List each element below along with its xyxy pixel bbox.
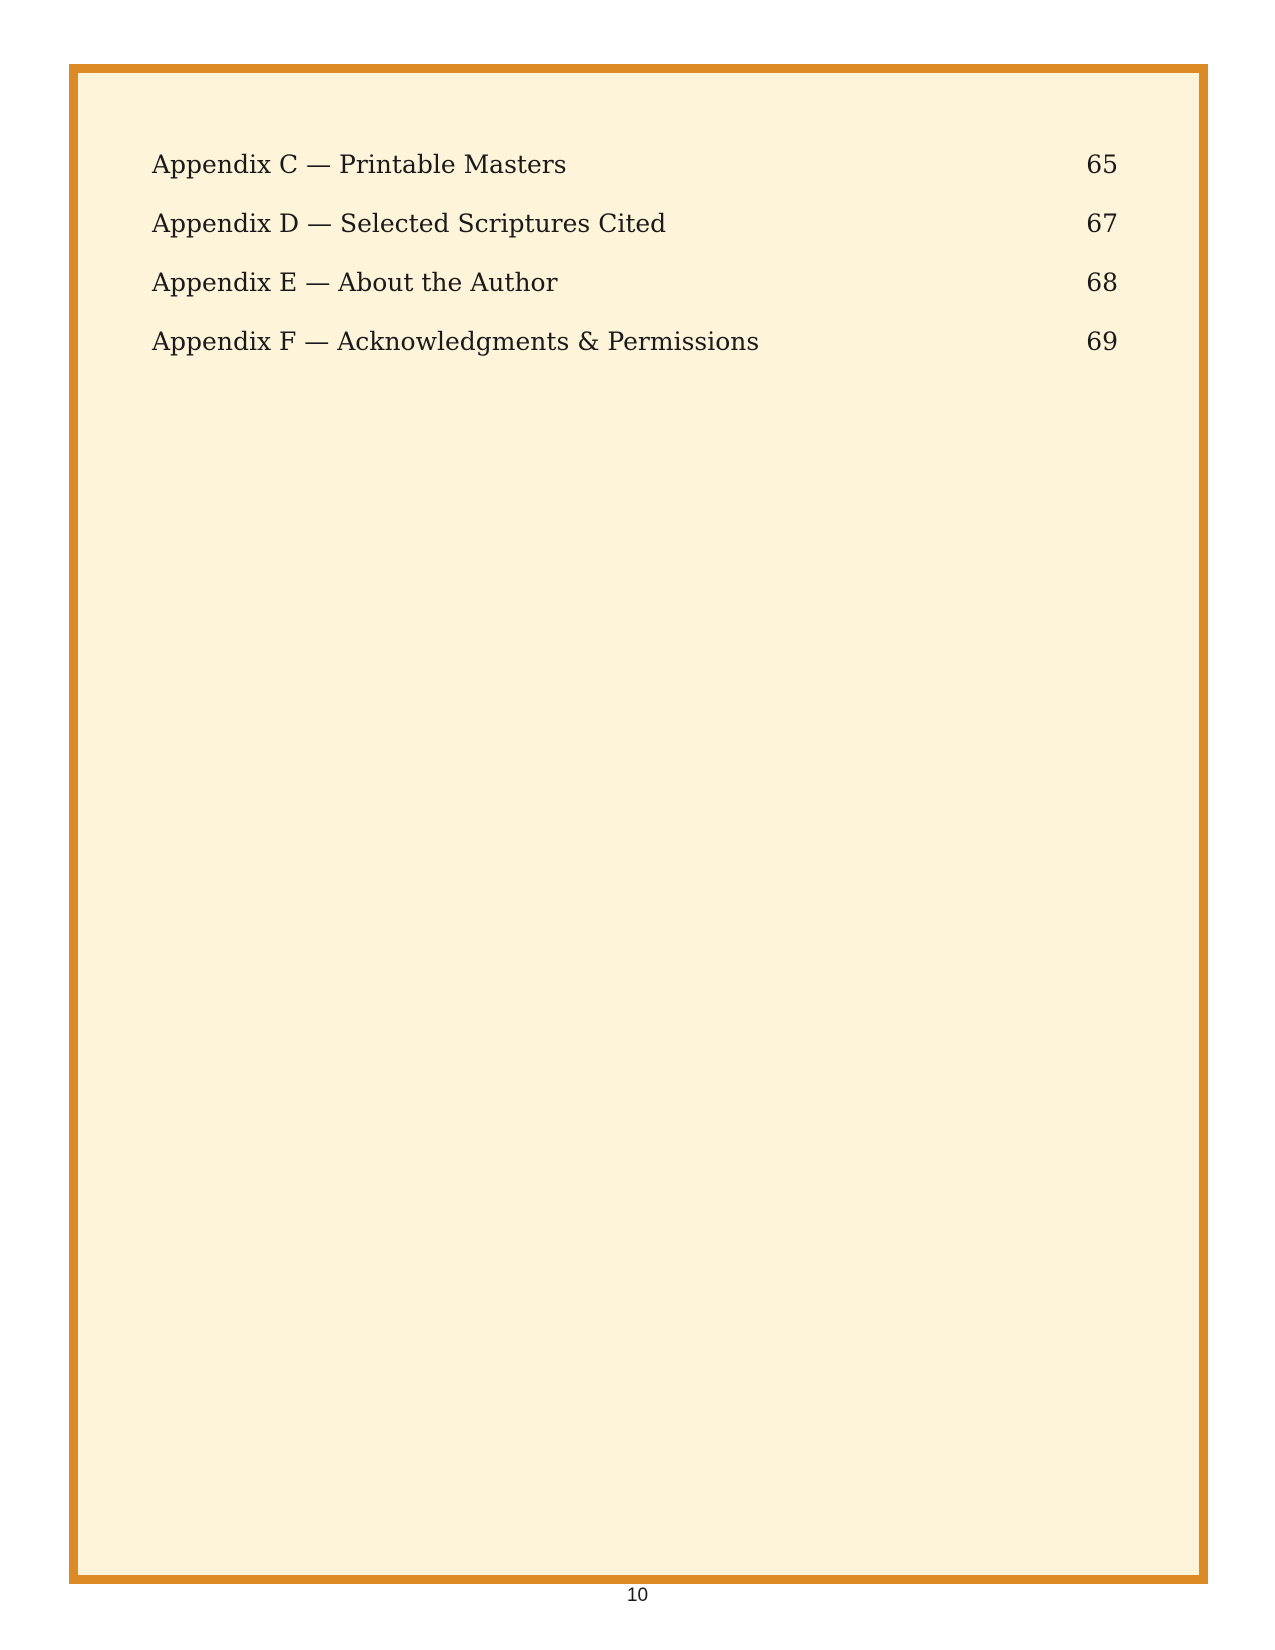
toc-entry-appendix-e[interactable]: [152, 268, 1118, 327]
toc-entry-page-number: 69: [1086, 327, 1118, 356]
toc-entry-page-number: 67: [1086, 209, 1118, 238]
toc-entry-page-number: 65: [1086, 150, 1118, 179]
toc-entry-title: Appendix C — Printable Masters: [152, 150, 567, 179]
table-of-contents: [152, 150, 1118, 386]
toc-entry-title: Appendix F — Acknowledgments & Permissions: [152, 327, 760, 356]
toc-entry-appendix-f[interactable]: [152, 327, 1118, 386]
footer-page-number: 10: [626, 1585, 649, 1606]
toc-entry-appendix-d[interactable]: [152, 209, 1118, 268]
toc-entry-title: Appendix D — Selected Scriptures Cited: [152, 209, 667, 238]
toc-entry-page-number: 68: [1086, 268, 1118, 297]
toc-entry-title: Appendix E — About the Author: [152, 268, 558, 297]
toc-entry-appendix-c[interactable]: [152, 150, 1118, 209]
